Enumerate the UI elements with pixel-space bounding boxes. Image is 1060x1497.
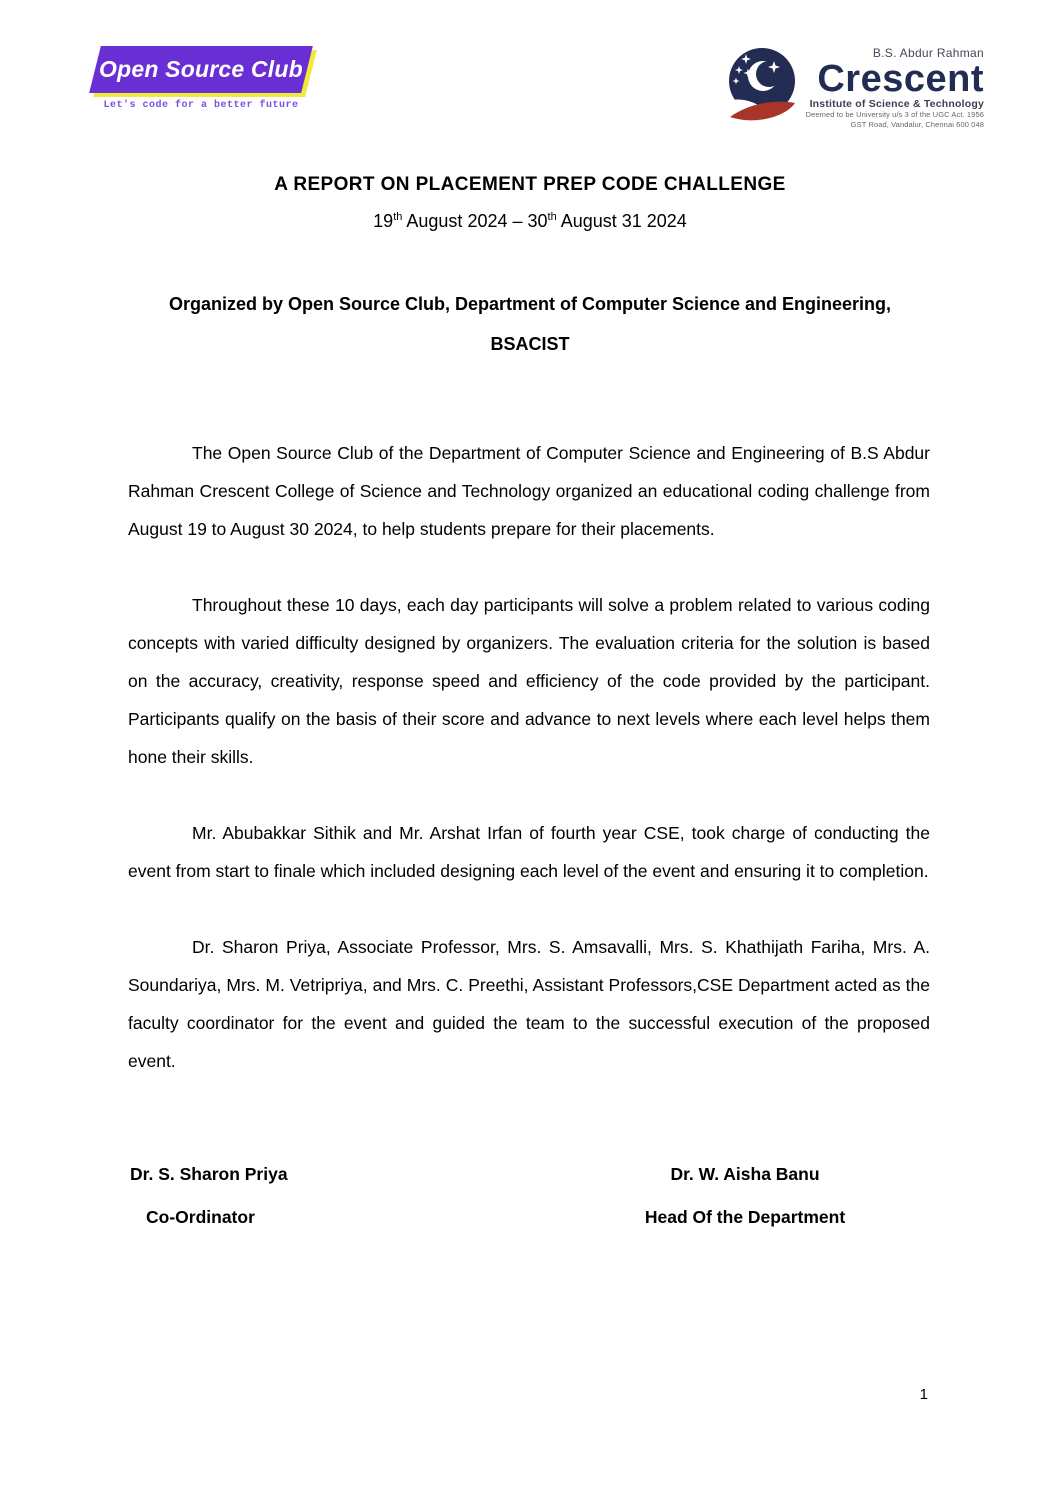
report-date-line (0, 211, 1060, 232)
title-block (0, 174, 1060, 232)
signature-hod (590, 1155, 900, 1236)
crescent-logo (722, 46, 984, 129)
paragraph-faculty-coordinators: Dr. Sharon Priya, Associate Professor, Mrs. S. Amsavalli, Mrs. S. Khathijath Fariha, Mrs. A. Soundariya, Mrs. M. Vetripriya, and Mrs. C. Preethi, Assistant Professors,CSE Department acted as the faculty coordinator for the event and guided the team to the successful execution of the proposed event. (128, 937, 930, 1071)
paragraph-introduction: The Open Source Club of the Department of Computer Science and Engineering of B.S Abdur Rahman Crescent College of Science and Technology organized an educational coding challenge from August 19 to August 30 2024, to help students prepare for their placements. (128, 443, 930, 539)
open-source-club-logo (85, 46, 317, 111)
signature-block (130, 1155, 932, 1236)
crescent-deemed-line: Deemed to be University u/s 3 of the UGC Act. 1956 (805, 110, 984, 119)
organized-by-line: Organized by Open Source Club, Department of Computer Science and Engineering, BSACIST (168, 294, 892, 354)
date-part: August 31 2024 (556, 211, 687, 231)
signature-coordinator (130, 1155, 288, 1236)
paragraph-format: Throughout these 10 days, each day participants will solve a problem related to various coding concepts with varied difficulty designed by organizers. The evaluation criteria for the solution is based on the accuracy, creativity, response speed and efficiency of the code provided by the participant. Participants qualify on the basis of their score and advance to next levels where each level helps them hone their skills. (128, 595, 930, 767)
crescent-name: Crescent (817, 58, 984, 100)
coordinator-role: Co-Ordinator (146, 1207, 255, 1227)
page-number: 1 (919, 1386, 928, 1403)
crescent-pretitle: B.S. Abdur Rahman (872, 46, 984, 60)
date-part: 19 (373, 211, 394, 231)
crescent-logo-text (806, 46, 984, 129)
osc-banner (89, 46, 313, 93)
crescent-subtitle: Institute of Science & Technology (809, 98, 984, 110)
osc-logo-title: Open Source Club (99, 56, 303, 82)
date-superscript: th (393, 211, 403, 223)
date-superscript: th (547, 211, 557, 223)
header (0, 0, 1060, 130)
coordinator-name: Dr. S. Sharon Priya (130, 1164, 288, 1184)
crescent-emblem-icon (722, 46, 802, 126)
date-part: August 2024 – 30 (402, 211, 548, 231)
osc-logo-tagline: Let's code for a better future (103, 100, 299, 111)
paragraph-student-organizers: Mr. Abubakkar Sithik and Mr. Arshat Irfan of fourth year CSE, took charge of conducting the event from start to finale which included designing each level of the event and ensuring it to completion. (128, 823, 930, 881)
crescent-address-line: GST Road, Vandalur, Chennai 600 048 (850, 119, 984, 129)
hod-role: Head Of the Department (644, 1207, 846, 1227)
report-body (128, 434, 930, 1080)
report-title: A REPORT ON PLACEMENT PREP CODE CHALLENGE (274, 174, 786, 195)
hod-name: Dr. W. Aisha Banu (670, 1164, 820, 1184)
